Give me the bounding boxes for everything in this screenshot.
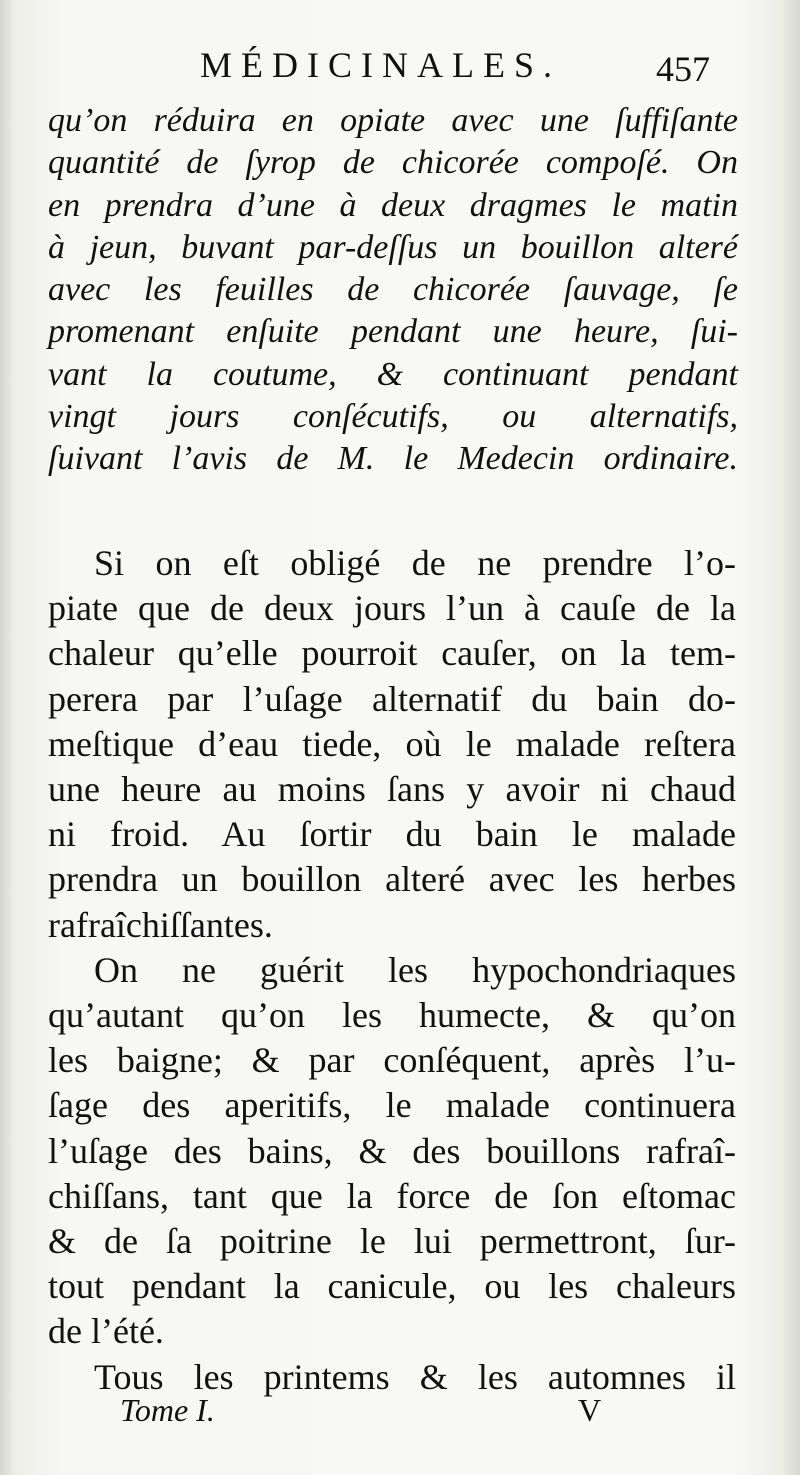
italic-recipe-paragraph xyxy=(48,100,738,481)
text-line: prendra un bouillon alteré avec les herbes xyxy=(48,859,736,900)
page-number: 457 xyxy=(656,49,710,89)
text-line: quantité de ſyrop de chicorée compoſé. On xyxy=(48,144,738,182)
text-line: & de ſa poitrine le lui permettront, ſur- xyxy=(48,1221,736,1262)
text-line: ſage des aperitifs, le malade continuera xyxy=(48,1085,736,1126)
text-line: perera par l’uſage alternatif du bain do- xyxy=(48,678,736,719)
text-line: qu’on réduira en opiate avec une ſuffiſante xyxy=(48,102,738,139)
text-line: avec les feuilles de chicorée ſauvage, ſe xyxy=(48,271,738,309)
text-line: promenant enſuite pendant une heure, ſui- xyxy=(48,313,738,351)
page-gutter-shadow xyxy=(0,0,14,1475)
text-line: une heure au moins ſans y avoir ni chaud xyxy=(48,769,736,810)
text-line: les baigne; & par conſéquent, après l’u- xyxy=(48,1040,736,1081)
text-line: rafraîchiſſantes. xyxy=(48,904,273,945)
text-line: chiſſans, tant que la force de ſon eſtomac xyxy=(48,1175,736,1216)
text-line: piate que de deux jours l’un à cauſe de la xyxy=(48,588,736,629)
text-line: ni froid. Au ſortir du bain le malade xyxy=(48,814,736,855)
text-line: vingt jours conſécutifs, ou alternatifs, xyxy=(48,398,738,436)
text-line: en prendra d’une à deux dragmes le matin xyxy=(48,186,738,224)
text-line: à jeun, buvant par-deſſus un bouillon alteré xyxy=(48,228,738,266)
volume-signature: Tome I. xyxy=(120,1392,215,1428)
text-line: qu’autant qu’on les humecte, & qu’on xyxy=(48,995,736,1036)
text-line: Tous les printems & les automnes il xyxy=(94,1356,736,1397)
text-line: chaleur qu’elle pourroit cauſer, on la tem- xyxy=(48,633,736,674)
body-text xyxy=(48,541,736,1400)
page-edge-shadow xyxy=(782,0,800,1475)
text-line: Si on eſt obligé de ne prendre l’o- xyxy=(94,543,736,583)
gathering-signature: V xyxy=(578,1392,602,1428)
text-line: de l’été. xyxy=(48,1311,164,1352)
text-line: tout pendant la canicule, ou les chaleurs xyxy=(48,1266,736,1307)
page-header xyxy=(0,44,800,104)
paragraph-hypochondriacs xyxy=(48,948,736,1355)
page-footer xyxy=(0,1392,800,1432)
text-line: vant la coutume, & continuant pendant xyxy=(48,355,738,393)
text-line: l’uſage des bains, & des bouillons rafraî- xyxy=(48,1130,736,1171)
running-title: MÉDICINALES. xyxy=(200,45,561,85)
text-line: ſuivant l’avis de M. le Medecin ordinaire. xyxy=(48,440,738,478)
text-line: On ne guérit les hypochondriaques xyxy=(94,949,736,990)
text-line: meſtique d’eau tiede, où le malade reſtera xyxy=(48,723,736,764)
paragraph-opiate xyxy=(48,541,736,948)
